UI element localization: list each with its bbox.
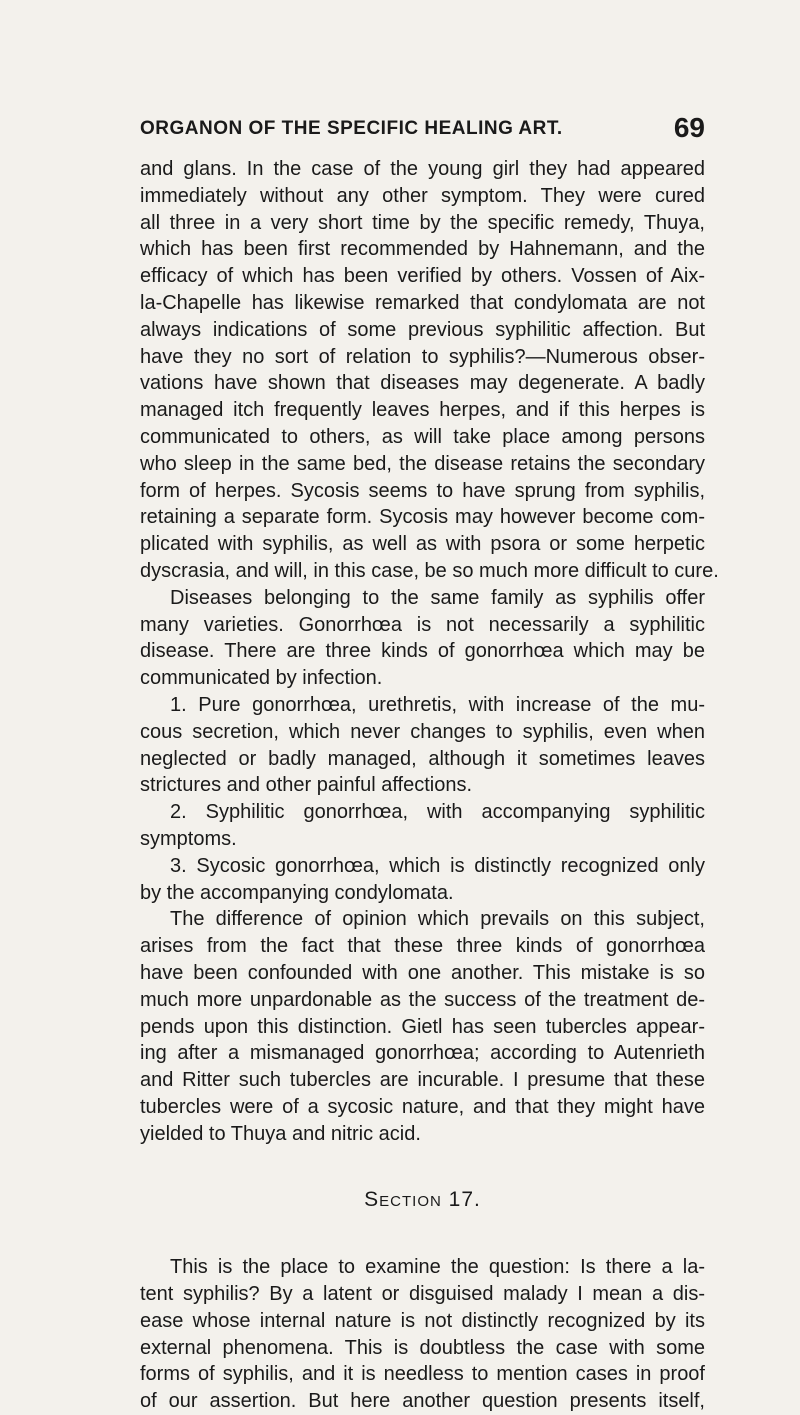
text-line: vations have shown that diseases may degenerate. A badly (140, 372, 705, 395)
text-line: neglected or badly managed, although it sometimes leaves (140, 747, 705, 770)
text-line: cous secretion, which never changes to syphilis, even when (140, 720, 705, 743)
text-line: strictures and other painful affections. (140, 774, 473, 797)
text-line: have been confounded with one another. This mistake is so (140, 961, 705, 984)
text-line: tent syphilis? By a latent or disguised malady I mean a dis- (140, 1283, 705, 1306)
text-line: and Ritter such tubercles are incurable. I presume that these (140, 1069, 705, 1092)
text-line: retaining a separate form. Sycosis may however become com- (140, 506, 705, 529)
text-line: la-Chapelle has likewise remarked that condylomata are not (140, 291, 705, 314)
body-text (140, 156, 719, 1415)
text-line: immediately without any other symptom. They were cured (140, 184, 705, 207)
text-line: ease whose internal nature is not distinctly recognized by its (140, 1309, 705, 1332)
text-line: plicated with syphilis, as well as with psora or some herpetic (140, 533, 705, 556)
text-line: symptoms. (140, 827, 237, 850)
text-line: all three in a very short time by the specific remedy, Thuya, (140, 211, 705, 234)
text-line: Diseases belonging to the same family as syphilis offer (170, 586, 705, 609)
text-line: form of herpes. Sycosis seems to have sprung from syphilis, (140, 479, 705, 502)
text-line: tubercles were of a sycosic nature, and that they might have (140, 1095, 705, 1118)
page-number: 69 (673, 112, 705, 143)
text-line: managed itch frequently leaves herpes, and if this herpes is (140, 399, 705, 422)
text-line: who sleep in the same bed, the disease retains the secondary (140, 452, 705, 475)
text-line: have they no sort of relation to syphilis?—Numerous obser- (140, 345, 705, 368)
list-item-3: 3. Sycosic gonorrhœa, which is distinctly recognized only (170, 854, 705, 877)
text-line: external phenomena. This is doubtless the case with some (140, 1336, 705, 1359)
section-heading: Section 17. (364, 1188, 481, 1212)
text-line: disease. There are three kinds of gonorrhœa which may be (140, 640, 705, 663)
text-line: communicated by infection. (140, 667, 383, 690)
text-line: always indications of some previous syphilitic affection. But (140, 318, 705, 341)
list-item-1: 1. Pure gonorrhœa, urethretis, with increase of the mu- (170, 693, 705, 716)
text-line: efficacy of which has been verified by others. Vossen of Aix- (140, 265, 705, 288)
page-header (140, 108, 705, 148)
text-line: dyscrasia, and will, in this case, be so much more difficult to cure. (140, 559, 719, 582)
text-line: ing after a mismanaged gonorrhœa; according to Autenrieth (140, 1042, 705, 1065)
text-line: arises from the fact that these three kinds of gonorrhœa (140, 935, 705, 958)
text-line: and glans. In the case of the young girl they had appeared (140, 158, 705, 180)
text-line: many varieties. Gonorrhœa is not necessarily a syphilitic (140, 613, 705, 636)
text-line: yielded to Thuya and nitric acid. (140, 1122, 421, 1145)
text-line: communicated to others, as will take place among persons (140, 425, 705, 448)
text-line: of our assertion. But here another question presents itself, (140, 1390, 705, 1413)
text-line: by the accompanying condylomata. (140, 881, 454, 904)
list-item-2: 2. Syphilitic gonorrhœa, with accompanying syphilitic (170, 801, 705, 824)
text-line: forms of syphilis, and it is needless to mention cases in proof (140, 1363, 705, 1386)
running-title: ORGANON OF THE SPECIFIC HEALING ART. (140, 118, 563, 139)
text-line: pends upon this distinction. Gietl has seen tubercles appear- (140, 1015, 705, 1038)
text-line: much more unpardonable as the success of the treatment de- (140, 988, 705, 1011)
text-line: which has been first recommended by Hahnemann, and the (140, 238, 705, 261)
text-line: This is the place to examine the question: Is there a la- (170, 1256, 705, 1279)
text-line: The difference of opinion which prevails on this subject, (170, 908, 705, 931)
